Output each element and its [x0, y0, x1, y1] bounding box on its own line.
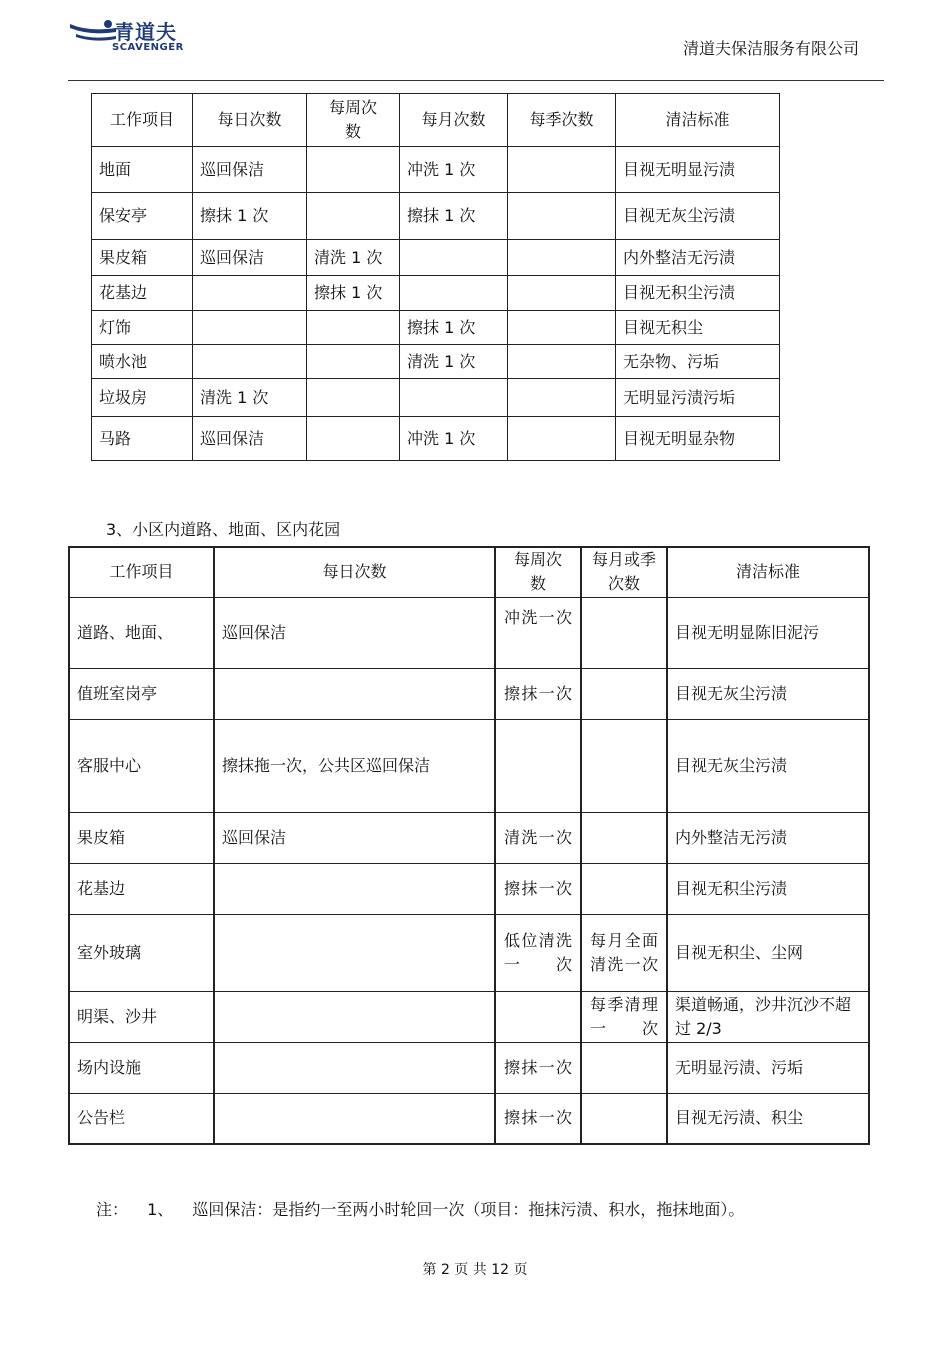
table-cell: 冲洗 1 次 [400, 147, 508, 193]
table-cell: 目视无积尘污渍 [616, 276, 780, 311]
table-cell: 花基边 [92, 276, 193, 311]
table-cell [193, 345, 307, 379]
table-row [69, 1093, 869, 1144]
note-text: 巡回保洁：是指约一至两小时轮回一次（项目：拖抹污渍、积水，拖抹地面）。 [192, 1200, 745, 1219]
table-cell: 场内设施 [69, 1042, 214, 1093]
table-cell: 无明显污渍、污垢 [667, 1042, 869, 1093]
table-cell: 清洗一次 [495, 812, 581, 863]
table-row [69, 1042, 869, 1093]
table-cell [193, 276, 307, 311]
cleaning-schedule-table-2 [68, 546, 870, 1145]
table-cell [214, 1093, 495, 1144]
table-cell: 道路、地面、 [69, 597, 214, 668]
table-cell: 无杂物、污垢 [616, 345, 780, 379]
table-cell [495, 991, 581, 1042]
table-cell: 每季清理一次 [581, 991, 667, 1042]
table-row [69, 668, 869, 719]
table-row [69, 914, 869, 991]
table-cell [508, 379, 616, 417]
table-cell: 清洗 1 次 [307, 240, 400, 276]
table-row [69, 991, 869, 1042]
table-cell: 明渠、沙井 [69, 991, 214, 1042]
header-cell: 每日次数 [214, 547, 495, 597]
table-cell: 目视无污渍、积尘 [667, 1093, 869, 1144]
table-cell: 目视无明显陈旧泥污 [667, 597, 869, 668]
table-row [92, 311, 780, 345]
company-logo [68, 14, 188, 58]
table-cell [508, 240, 616, 276]
table-row [92, 417, 780, 461]
table-row [92, 345, 780, 379]
section-title: 3、小区内道路、地面、区内花园 [106, 520, 341, 539]
logo-wave-icon [68, 18, 118, 48]
header-cell: 每月次数 [400, 94, 508, 147]
header-cell: 每周次数 [307, 94, 400, 147]
table-cell: 目视无灰尘污渍 [667, 719, 869, 812]
table-cell: 公告栏 [69, 1093, 214, 1144]
table-cell [214, 668, 495, 719]
table-cell: 擦抹 1 次 [307, 276, 400, 311]
table-cell [214, 991, 495, 1042]
table-cell: 无明显污渍污垢 [616, 379, 780, 417]
table-header-row [69, 547, 869, 597]
logo-english-text: SCAVENGER [112, 42, 184, 53]
table-cell [307, 417, 400, 461]
table-cell [400, 240, 508, 276]
table-cell: 目视无积尘 [616, 311, 780, 345]
table-cell [581, 812, 667, 863]
table-cell: 擦抹一次 [495, 668, 581, 719]
table-cell: 喷水池 [92, 345, 193, 379]
table-cell: 巡回保洁 [193, 417, 307, 461]
table-cell: 巡回保洁 [193, 147, 307, 193]
logo-chinese-text: 青道夫 [114, 20, 177, 44]
table-header-row [92, 94, 780, 147]
table-cell: 巡回保洁 [214, 812, 495, 863]
header-cell: 清洁标准 [616, 94, 780, 147]
table-cell: 擦抹一次 [495, 1093, 581, 1144]
table-cell: 地面 [92, 147, 193, 193]
table-cell [581, 863, 667, 914]
table-cell [307, 147, 400, 193]
table-cell [307, 345, 400, 379]
table-cell: 巡回保洁 [193, 240, 307, 276]
table-cell [581, 597, 667, 668]
table-cell: 值班室岗亭 [69, 668, 214, 719]
table-cell [495, 719, 581, 812]
table-cell: 目视无明显污渍 [616, 147, 780, 193]
table-cell [581, 719, 667, 812]
note-number: 1、 [147, 1200, 174, 1219]
table-row [69, 812, 869, 863]
table-cell [508, 193, 616, 240]
header-cell: 每周次数 [495, 547, 581, 597]
table-cell [508, 276, 616, 311]
header-cell: 工作项目 [92, 94, 193, 147]
table-cell: 擦抹一次 [495, 1042, 581, 1093]
table-row [92, 147, 780, 193]
table-cell [581, 1093, 667, 1144]
table-row [92, 193, 780, 240]
table-cell [581, 668, 667, 719]
table-cell: 巡回保洁 [214, 597, 495, 668]
table-cell [214, 1042, 495, 1093]
table-cell: 马路 [92, 417, 193, 461]
company-name: 清道夫保洁服务有限公司 [682, 39, 859, 58]
table-cell [508, 147, 616, 193]
table-cell: 目视无灰尘污渍 [667, 668, 869, 719]
table-cell [307, 311, 400, 345]
table-cell: 目视无灰尘污渍 [616, 193, 780, 240]
table-cell [307, 379, 400, 417]
table-cell: 冲洗 1 次 [400, 417, 508, 461]
page-number: 第 2 页 共 12 页 [422, 1262, 528, 1278]
cleaning-schedule-table-1 [91, 93, 780, 461]
table-cell [508, 345, 616, 379]
table-row [69, 863, 869, 914]
table-cell: 清洗 1 次 [193, 379, 307, 417]
table-cell: 每月全面清洗一次 [581, 914, 667, 991]
table-cell: 擦抹 1 次 [400, 311, 508, 345]
table-cell [581, 1042, 667, 1093]
table-cell: 冲洗一次 [495, 597, 581, 668]
table-cell [307, 193, 400, 240]
header-cell: 每月或季次数 [581, 547, 667, 597]
table-cell [508, 417, 616, 461]
header-cell: 清洁标准 [667, 547, 869, 597]
table-cell: 垃圾房 [92, 379, 193, 417]
table-cell: 擦抹一次 [495, 863, 581, 914]
table-cell: 低位清洗一次 [495, 914, 581, 991]
table-row [69, 597, 869, 668]
table-cell [400, 379, 508, 417]
table-cell: 目视无明显杂物 [616, 417, 780, 461]
table-cell: 客服中心 [69, 719, 214, 812]
table-cell [508, 311, 616, 345]
table-cell: 清洗 1 次 [400, 345, 508, 379]
header-cell: 每季次数 [508, 94, 616, 147]
footnote [96, 1197, 758, 1220]
header-cell: 每日次数 [193, 94, 307, 147]
header-cell: 工作项目 [69, 547, 214, 597]
table-cell: 灯饰 [92, 311, 193, 345]
note-prefix: 注： [96, 1200, 129, 1219]
table-row [92, 240, 780, 276]
table-row [92, 379, 780, 417]
table-cell: 花基边 [69, 863, 214, 914]
table-cell: 擦抹拖一次，公共区巡回保洁 [214, 719, 495, 812]
table-cell [214, 863, 495, 914]
table-cell [214, 914, 495, 991]
table-cell: 擦抹 1 次 [193, 193, 307, 240]
table-cell: 目视无积尘、尘网 [667, 914, 869, 991]
table-cell: 擦抹 1 次 [400, 193, 508, 240]
table-row [69, 719, 869, 812]
table-cell: 保安亭 [92, 193, 193, 240]
table-row [92, 276, 780, 311]
table-cell: 目视无积尘污渍 [667, 863, 869, 914]
table-cell: 果皮箱 [69, 812, 214, 863]
table-cell: 内外整洁无污渍 [667, 812, 869, 863]
table-cell [400, 276, 508, 311]
table-cell: 内外整洁无污渍 [616, 240, 780, 276]
table-cell [193, 311, 307, 345]
table-cell: 果皮箱 [92, 240, 193, 276]
table-cell: 渠道畅通，沙井沉沙不超过 2/3 [667, 991, 869, 1042]
header-divider [68, 80, 884, 81]
table-cell: 室外玻璃 [69, 914, 214, 991]
